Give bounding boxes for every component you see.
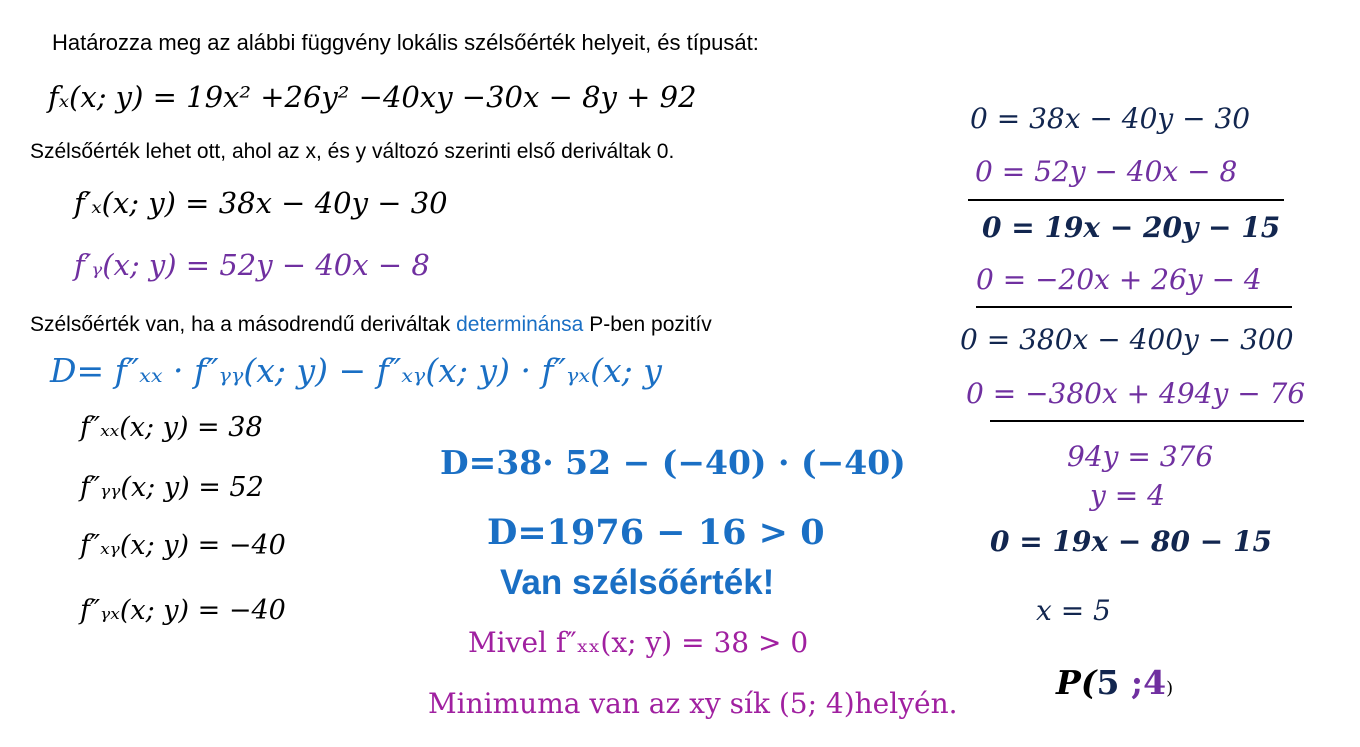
determinant-highlight: determinánsa [456,313,584,336]
minimum-line: Minimuma van az xy sík (5; 4)helyén. [428,687,958,720]
point-y: 4 [1143,663,1167,702]
determinant-text-after: P-ben pozitív [589,313,712,336]
function-definition: fₓ(x; y) = 19x² +26y² −40xy −30x − 8y + 92 [48,80,697,114]
determinant-formula: D= f″ₓₓ · f″ᵧᵧ(x; y) − f″ₓᵧ(x; y) · f″ᵧₓ(x; y [50,351,662,390]
first-derivative-y: f′ᵧ(x; y) = 52y − 40x − 8 [74,248,430,282]
equation-4: 0 = −20x + 26y − 4 [976,263,1262,296]
condition-text: Szélsőérték lehet ott, ahol az x, és y változó szerinti első deriváltak 0. [30,140,675,163]
point-separator: ; [1130,663,1144,702]
first-derivative-x: f′ₓ(x; y) = 38x − 40y − 30 [74,186,448,220]
determinant-calculation: D=38· 52 − (−40) · (−40) [440,443,906,482]
point-x: 5 [1096,663,1120,702]
equation-10: x = 5 [1036,594,1111,627]
point-p-label: P( [1056,663,1097,702]
divider-2 [976,306,1292,308]
second-derivative-yy: f″ᵧᵧ(x; y) = 52 [80,472,264,503]
second-derivative-yx: f″ᵧₓ(x; y) = −40 [80,595,286,626]
determinant-result: D=1976 − 16 > 0 [487,512,825,553]
divider-3 [990,420,1304,422]
determinant-text [30,313,712,337]
equation-6: 0 = −380x + 494y − 76 [966,377,1306,410]
heading: Határozza meg az alábbi függvény lokális szélsőérték helyeit, és típusát: [52,30,759,55]
equation-9: 0 = 19x − 80 − 15 [990,525,1272,558]
equation-7: 94y = 376 [1067,440,1214,473]
divider-1 [968,199,1284,201]
equation-5: 0 = 380x − 400y − 300 [960,323,1294,356]
mivel-line: Mivel f″ₓₓ(x; y) = 38 > 0 [468,626,809,659]
determinant-text-before: Szélsőérték van, ha a másodrendű deriváltak [30,313,451,336]
equation-2: 0 = 52y − 40x − 8 [975,155,1238,188]
equation-8: y = 4 [1090,479,1165,512]
equation-1: 0 = 38x − 40y − 30 [970,102,1251,135]
point-close: ) [1166,678,1174,699]
second-derivative-xx: f″ₓₓ(x; y) = 38 [80,412,263,443]
conclusion: Van szélsőérték! [500,563,775,602]
point-p [1056,663,1173,702]
equation-3: 0 = 19x − 20y − 15 [982,211,1281,244]
second-derivative-xy: f″ₓᵧ(x; y) = −40 [80,530,286,561]
